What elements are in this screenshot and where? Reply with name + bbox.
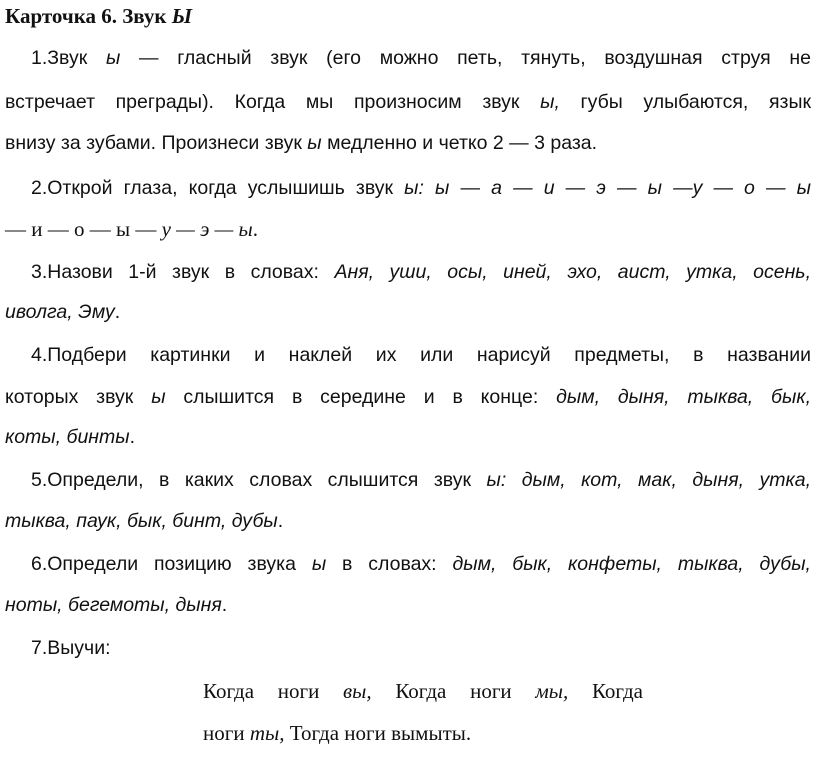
item-1-line-1: 1.Звук ы — гласный звук (его можно петь, тянуть, воздушная струя не: [31, 47, 811, 69]
item-4-line-2: которых звук ы слышится в середине и в конце: дым, дыня, тыква, бык,: [5, 386, 811, 408]
item-6-line-1: 6.Определи позицию звука ы в словах: дым, бык, конфеты, тыква, дубы,: [31, 553, 811, 575]
item-7-number: 7.: [31, 637, 48, 659]
item-3-line-1: 3.Назови 1-й звук в словах: Аня, уши, осы, иней, эхо, аист, утка, осень,: [31, 261, 811, 283]
item-2-line-1: 2.Открой глаза, когда услышишь звук ы: ы — а — и — э — ы —у — о — ы: [31, 177, 811, 199]
item-4-line-1: 4.Подбери картинки и наклей их или нарисуй предметы, в названии: [31, 344, 811, 366]
item-5-line-2: тыква, паук, бык, бинт, дубы.: [5, 510, 284, 532]
poem-line-1: Когда ноги вы, Когда ноги мы, Когда: [203, 679, 644, 703]
item-4-number: 4.: [31, 344, 48, 366]
item-2-line-2: — и — о — ы — у — э — ы.: [5, 217, 259, 241]
item-6-number: 6.: [31, 553, 48, 575]
item-3-line-2: иволга, Эму.: [5, 301, 121, 323]
item-5-number: 5.: [31, 469, 48, 491]
item-7-line-1: [5, 634, 811, 662]
poem-line-2: ноги ты, Тогда ноги вымыты.: [203, 721, 472, 745]
item-6-line-2: ноты, бегемоты, дыня.: [5, 594, 228, 616]
item-5-line-1: 5.Определи, в каких словах слышится звук ы: дым, кот, мак, дыня, утка,: [31, 469, 811, 491]
item-1-line-3: внизу за зубами. Произнеси звук ы медленно и четко 2 — 3 раза.: [5, 132, 598, 154]
item-4-line-3: коты, бинты.: [5, 426, 136, 448]
card-title: [5, 2, 192, 30]
item-7-label: Выучи:: [47, 637, 111, 659]
card-title-sound: Ы: [171, 4, 193, 28]
item-1-number: 1.: [31, 47, 48, 69]
item-3-number: 3.: [31, 261, 48, 283]
item-2-number: 2.: [31, 177, 48, 199]
card-title-text: Карточка 6. Звук: [5, 4, 172, 28]
item-1-line-2: встречает преграды). Когда мы произносим звук ы, губы улыбаются, язык: [5, 91, 811, 113]
